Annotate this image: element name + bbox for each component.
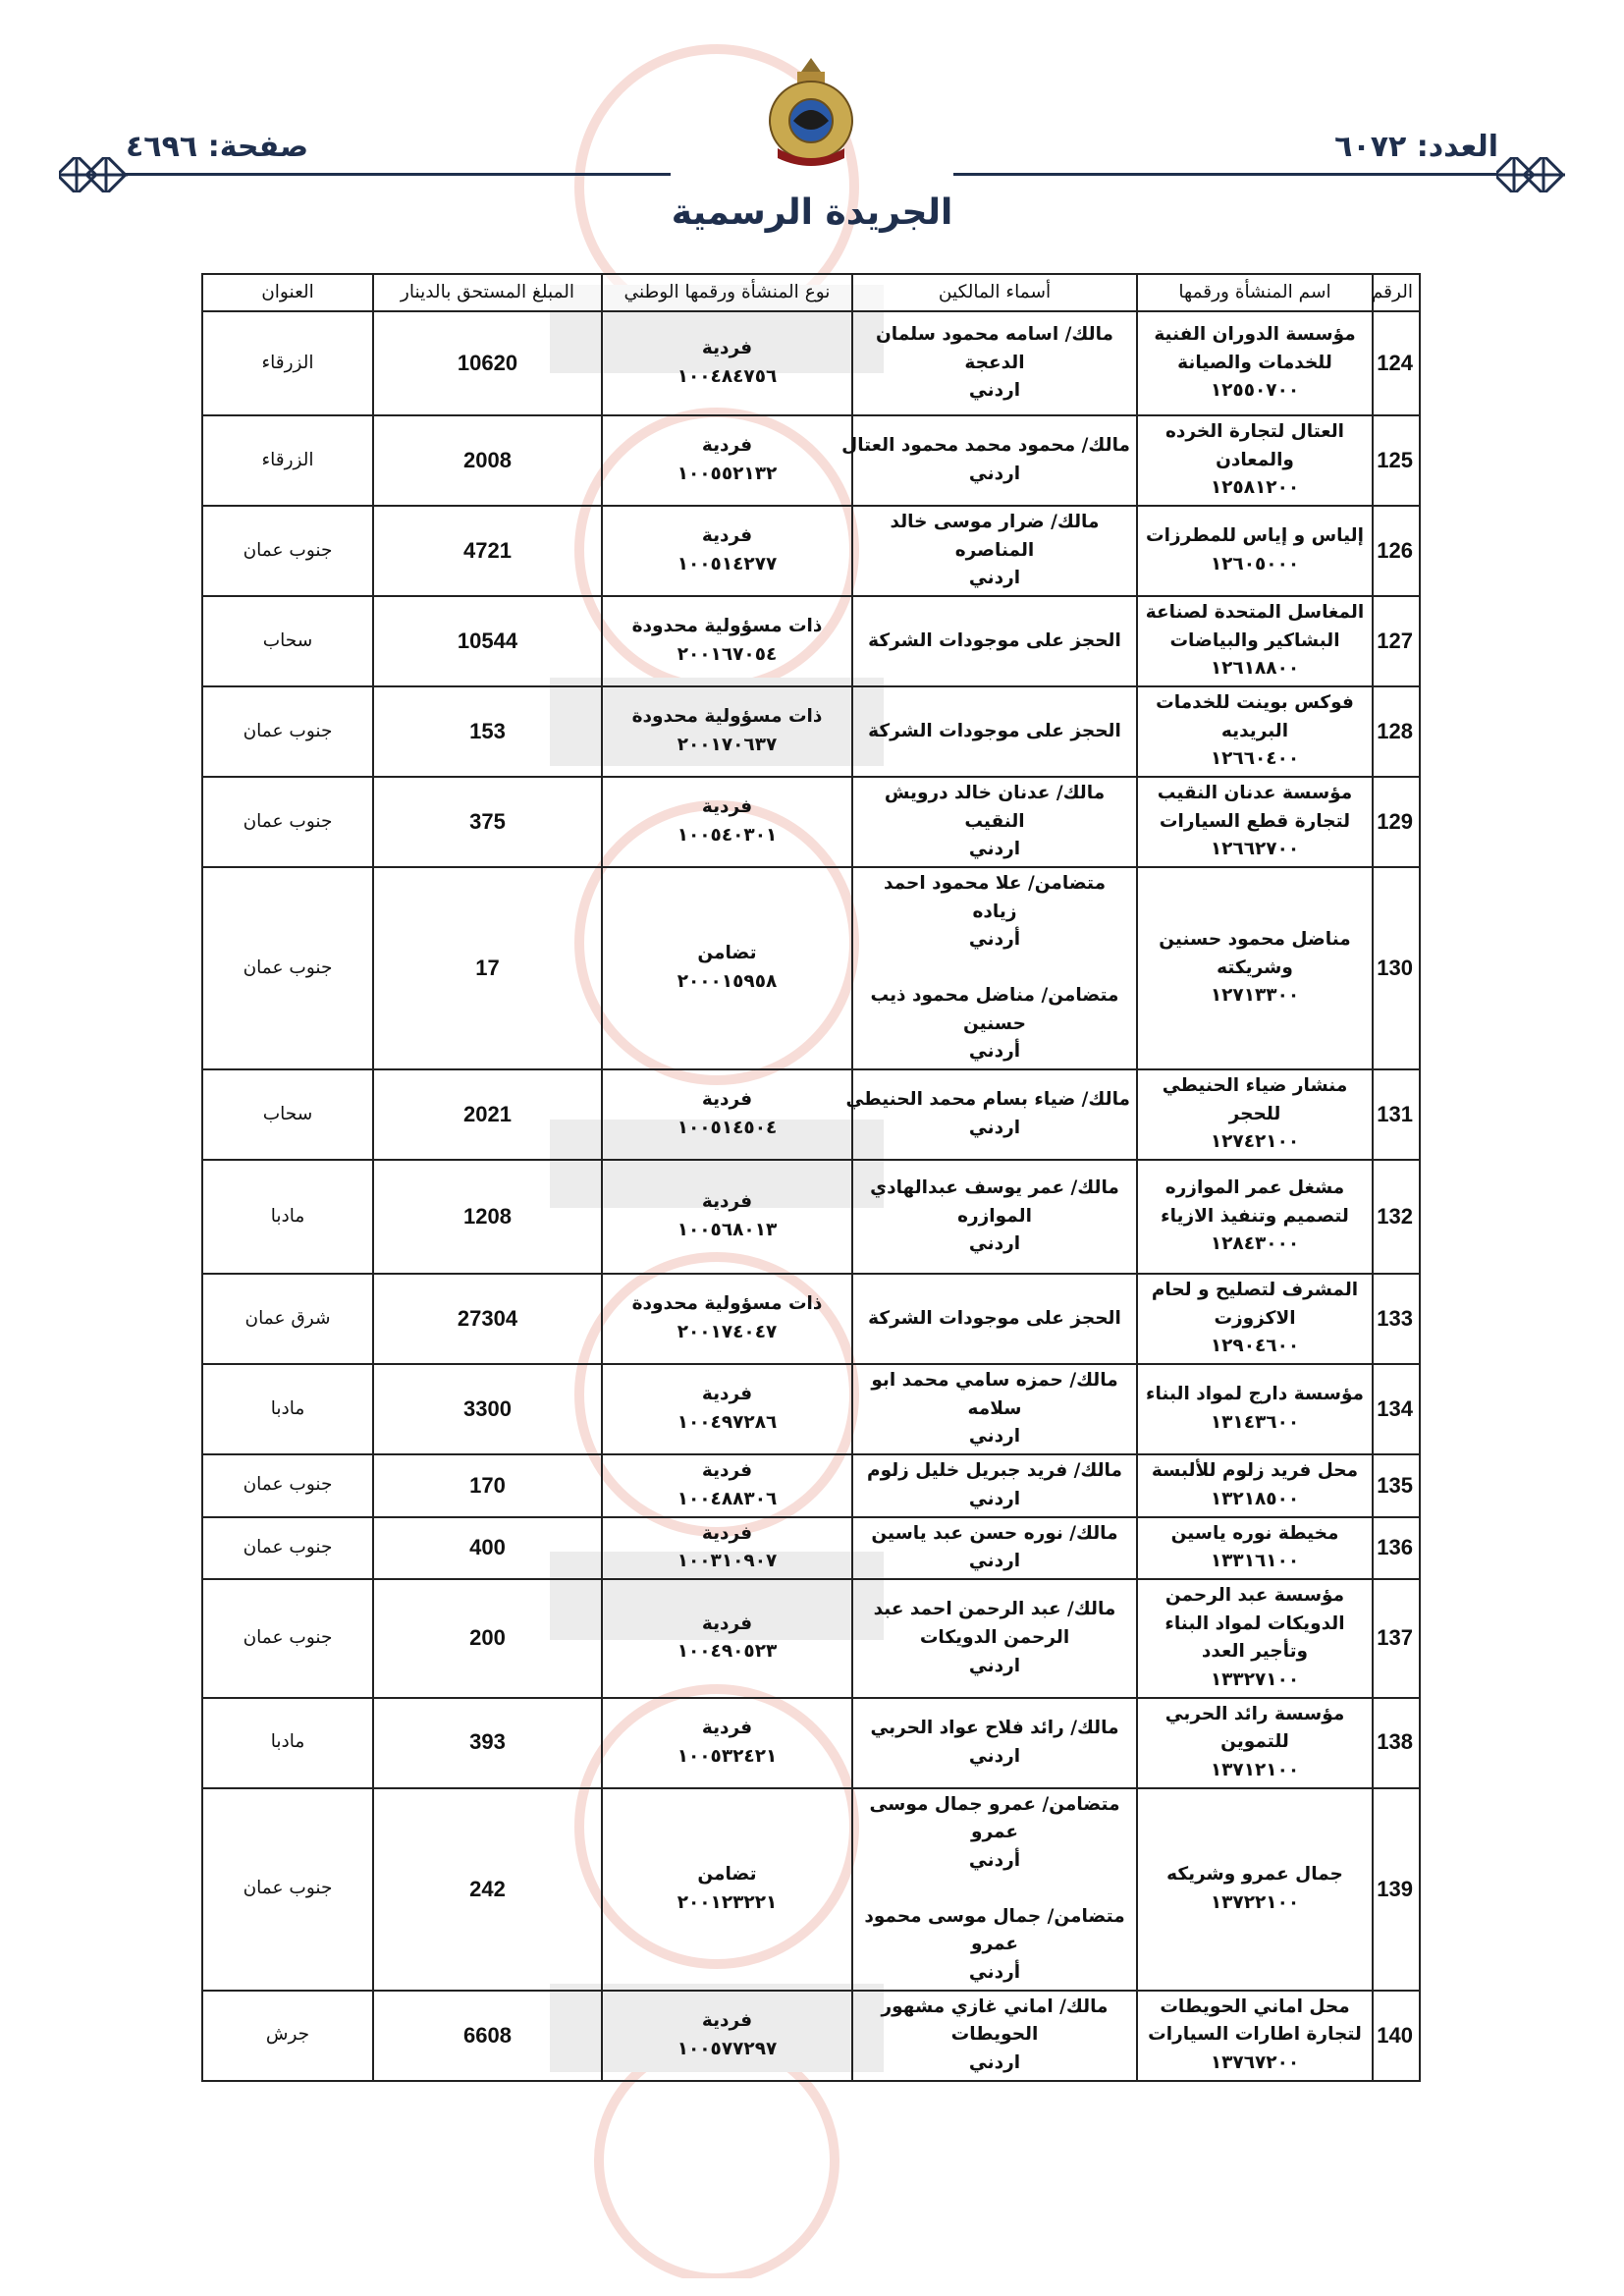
establishment-type [602, 1991, 852, 2081]
jordan-emblem-icon [764, 54, 858, 170]
owner-names-line: المناصره [954, 539, 1035, 561]
establishment-name-line: البشاكير والبياضات [1169, 629, 1340, 651]
establishment-type-line: فردية [701, 1613, 753, 1634]
address: جنوب عمان [202, 777, 373, 867]
establishment-type-line: ١٠٠٥٦٨٠١٣ [677, 1220, 778, 1241]
address: الزرقاء [202, 415, 373, 506]
amount-due: 2021 [373, 1069, 602, 1160]
establishment-name-line: والمعادن [1216, 449, 1294, 470]
establishment-type-line: فردية [701, 1522, 753, 1544]
owner-names-line: الحجز على موجودات الشركة [868, 1307, 1121, 1329]
establishment-name-line: ١٢٧١٣٣٠٠ [1210, 985, 1300, 1007]
owner-names [852, 1454, 1137, 1516]
establishment-type-line: فردية [701, 1384, 753, 1405]
row-number: 133 [1373, 1274, 1420, 1364]
establishment-name-line: للحجر [1228, 1103, 1281, 1124]
row-number: 138 [1373, 1698, 1420, 1788]
table-row [202, 1160, 1420, 1274]
owner-names-line: اردني [968, 839, 1021, 860]
establishment-name-line: ١٣١٤٣٦٠٠ [1210, 1412, 1300, 1434]
establishment-type-line: فردية [701, 796, 753, 818]
row-number: 124 [1373, 311, 1420, 415]
establishment-name-line: مؤسسة الدوران الفنية [1154, 323, 1356, 345]
owner-names-line: اردني [968, 2051, 1021, 2073]
owner-names-line: النقيب [964, 810, 1025, 832]
establishment-name-line: الاكزوزت [1214, 1307, 1296, 1329]
establishment-type-line: فردية [701, 2009, 753, 2031]
row-number: 136 [1373, 1517, 1420, 1579]
owner-names-line: مالك/ عبد الرحمن احمد عبد [873, 1599, 1116, 1620]
amount-due: 17 [373, 867, 602, 1069]
establishment-type-line: فردية [701, 525, 753, 547]
establishment-type [602, 506, 852, 596]
address: جنوب عمان [202, 1517, 373, 1579]
row-number: 125 [1373, 415, 1420, 506]
establishment-name [1137, 1274, 1373, 1364]
owner-names-line: الحجز على موجودات الشركة [868, 720, 1121, 741]
establishment-name [1137, 686, 1373, 777]
establishment-name-line: وشريكته [1217, 957, 1293, 978]
establishment-name-line: ١٣٧٢٢١٠٠ [1210, 1891, 1300, 1913]
establishment-type-line: ٢٠٠١٢٣٢٢١ [677, 1891, 778, 1913]
establishment-type [602, 415, 852, 506]
owner-names-line: اردني [968, 568, 1021, 589]
owner-names [852, 596, 1137, 686]
establishment-name-line: فوكس بوينت للخدمات [1156, 692, 1354, 714]
establishment-name-line: ١٣٢١٨٥٠٠ [1210, 1488, 1300, 1509]
establishment-name-line: مخيطة نوره ياسين [1170, 1522, 1339, 1544]
establishment-type [602, 1517, 852, 1579]
owner-names-line: متضامن/ عمرو جمال موسى [869, 1793, 1120, 1815]
establishment-name [1137, 506, 1373, 596]
establishment-name-line: مؤسسة رائد الحربي [1164, 1703, 1345, 1724]
owner-names [852, 1364, 1137, 1454]
establishment-type-line: فردية [701, 338, 753, 359]
establishment-name [1137, 1991, 1373, 2081]
establishment-type [602, 1454, 852, 1516]
establishment-name-line: ١٢٦٦٠٤٠٠ [1210, 748, 1300, 770]
establishment-name-line: منشار ضياء الحنيطي [1162, 1075, 1348, 1097]
establishment-type-line: ذات مسؤولية محدودة [631, 1293, 823, 1315]
owner-names-line: اردني [968, 1488, 1021, 1509]
establishment-type-line: تضامن [697, 1863, 757, 1885]
amount-due: 4721 [373, 506, 602, 596]
owner-names-line: مالك/ اسامه محمود سلمان [876, 323, 1113, 345]
establishment-type [602, 686, 852, 777]
address: جرش [202, 1991, 373, 2081]
address: سحاب [202, 596, 373, 686]
establishment-type [602, 777, 852, 867]
establishment-name-line: لتصميم وتنفيذ الازياء [1161, 1205, 1349, 1227]
establishment-name-line: لتجارة قطع السيارات [1159, 810, 1351, 832]
header-rule-left [126, 173, 671, 176]
establishment-type-line: ١٠٠٥١٤٢٧٧ [677, 554, 778, 575]
establishment-name-line: ١٣٣١٦١٠٠ [1210, 1551, 1300, 1572]
establishment-name [1137, 596, 1373, 686]
establishment-name-line: ١٢٥٨١٢٠٠ [1210, 477, 1300, 499]
establishment-type-line: ١٠٠٣١٠٩٠٧ [677, 1551, 778, 1572]
establishment-type [602, 1698, 852, 1788]
owner-names-line: اردني [968, 1551, 1021, 1572]
amount-due: 242 [373, 1788, 602, 1991]
table-row [202, 311, 1420, 415]
owner-names-line: عمرو [970, 1822, 1019, 1843]
establishment-name-line: للتموين [1220, 1731, 1289, 1753]
establishment-name-line: ١٣٧٦٧٢٠٠ [1210, 2051, 1300, 2073]
establishment-name-line: ١٢٩٠٤٦٠٠ [1210, 1336, 1300, 1357]
owner-names [852, 686, 1137, 777]
amount-due: 393 [373, 1698, 602, 1788]
establishment-type-line: تضامن [697, 943, 757, 964]
amount-due: 1208 [373, 1160, 602, 1274]
establishment-type-line: ٢٠٠١٧٤٠٤٧ [677, 1322, 778, 1343]
establishment-type-line: ذات مسؤولية محدودة [631, 616, 823, 637]
establishment-type [602, 1160, 852, 1274]
establishment-type-line: ١٠٠٤٨٨٣٠٦ [677, 1488, 778, 1509]
row-number: 137 [1373, 1579, 1420, 1698]
table-row [202, 1991, 1420, 2081]
amount-due: 3300 [373, 1364, 602, 1454]
establishment-name [1137, 1069, 1373, 1160]
establishment-name-line: العتال لتجارة الخرده [1164, 421, 1345, 442]
establishment-name-line: ١٣٣٢٧١٠٠ [1210, 1668, 1300, 1690]
col-header-establishment: اسم المنشأة ورقمها [1137, 274, 1373, 311]
establishment-type-line: فردية [701, 1460, 753, 1482]
owner-names-line: الموازره [957, 1205, 1032, 1227]
establishment-name-line: الدويكات لمواد البناء [1164, 1613, 1345, 1634]
owner-names [852, 506, 1137, 596]
establishment-type [602, 867, 852, 1069]
table-row [202, 777, 1420, 867]
owner-names [852, 1991, 1137, 2081]
owner-names [852, 1788, 1137, 1991]
owner-names [852, 1517, 1137, 1579]
owner-names [841, 415, 1137, 506]
owner-names-line [859, 1876, 1130, 1903]
owner-names [852, 1698, 1137, 1788]
establishment-name-line: محل اماني الحويطات [1160, 1995, 1350, 2017]
row-number: 134 [1373, 1364, 1420, 1454]
table-row [202, 1517, 1420, 1579]
issue-number: العدد: ٦٠٧٢ [1334, 130, 1498, 164]
establishment-name-line: وتأجير العدد [1201, 1641, 1309, 1663]
amount-due: 27304 [373, 1274, 602, 1364]
establishment-name-line: ١٢٦٦٢٧٠٠ [1210, 839, 1300, 860]
establishment-type-line: ٢٠٠١٦٧٠٥٤ [677, 644, 778, 666]
owner-names-line: عمرو [970, 1934, 1019, 1955]
establishment-type-line: ١٠٠٥٥٢١٣٢ [677, 464, 778, 484]
establishment-name-line: محل فريد زلوم للألبسة [1151, 1460, 1359, 1482]
row-number: 131 [1373, 1069, 1420, 1160]
establishment-name-line: لتجارة اطارات السيارات [1148, 2024, 1362, 2046]
establishment-name [1137, 867, 1373, 1069]
amount-due: 10544 [373, 596, 602, 686]
establishment-type [602, 1579, 852, 1698]
establishment-name [1137, 1579, 1373, 1698]
col-header-number: الرقم [1373, 274, 1420, 311]
owner-names [852, 867, 1137, 1069]
amount-due: 170 [373, 1454, 602, 1516]
owner-names-line: حسنين [963, 1012, 1026, 1034]
establishment-type [602, 1274, 852, 1364]
owner-names-line: الحجز على موجودات الشركة [868, 629, 1121, 651]
amount-due: 375 [373, 777, 602, 867]
establishment-name-line: ١٢٦٠٥٠٠٠ [1210, 554, 1300, 575]
owner-names-line: الحويطات [950, 2024, 1039, 2046]
amount-due: 200 [373, 1579, 602, 1698]
row-number: 127 [1373, 596, 1420, 686]
owner-names [845, 1069, 1137, 1160]
establishment-name-line: المشرف لتصليح و لحام [1151, 1280, 1359, 1301]
establishment-name-line: ١٢٦١٨٨٠٠ [1210, 658, 1300, 680]
owner-names-line: أردني [968, 1041, 1021, 1063]
owner-names-line: مالك/ نوره حسن عبد ياسين [871, 1522, 1118, 1544]
page-number: صفحة: ٤٦٩٦ [126, 130, 309, 164]
owner-names-line [859, 955, 1130, 982]
owner-names-line: سلامه [967, 1397, 1022, 1419]
establishment-name [1137, 777, 1373, 867]
table-row [202, 506, 1420, 596]
establishment-name [1137, 1788, 1373, 1991]
table-row [202, 1698, 1420, 1788]
address: مادبا [202, 1364, 373, 1454]
establishment-name-line: مناضل محمود حسنين [1159, 929, 1351, 951]
col-header-amount: المبلغ المستحق بالدينار [373, 274, 602, 311]
table-row [202, 1788, 1420, 1991]
establishment-type-line: فردية [701, 1191, 753, 1213]
establishment-type [602, 1069, 852, 1160]
row-number: 135 [1373, 1454, 1420, 1516]
amount-due: 400 [373, 1517, 602, 1579]
establishment-type-line: ١٠٠٥٣٢٤٢١ [677, 1745, 778, 1767]
establishment-name-line: إلياس و إياس للمطرزات [1146, 525, 1364, 547]
establishment-type-line: فردية [701, 1089, 753, 1111]
amount-due: 153 [373, 686, 602, 777]
amount-due: 10620 [373, 311, 602, 415]
establishment-type-line: فردية [701, 1717, 753, 1738]
owner-names-line: اردني [968, 380, 1021, 402]
gazette-title: الجريدة الرسمية [671, 192, 953, 233]
amount-due: 6608 [373, 1991, 602, 2081]
owner-names [852, 1274, 1137, 1364]
owner-names-line: مالك/ حمزه سامي محمد ابو [871, 1370, 1118, 1392]
address: سحاب [202, 1069, 373, 1160]
establishment-name [1137, 311, 1373, 415]
address: الزرقاء [202, 311, 373, 415]
register-table [201, 273, 1421, 2082]
owner-names-line: مالك/ فريد جبريل خليل زلوم [867, 1460, 1122, 1482]
establishment-type [602, 311, 852, 415]
owner-names-line: أردني [968, 1961, 1021, 1983]
table-row [202, 1579, 1420, 1698]
establishment-name-line: ١٢٧٤٢١٠٠ [1210, 1131, 1300, 1153]
address: جنوب عمان [202, 1454, 373, 1516]
establishment-type-line: ٢٠٠٠١٥٩٥٨ [677, 971, 778, 993]
establishment-name-line: المغاسل المتحدة لصناعة [1145, 602, 1365, 624]
establishment-name-line: ١٢٥٥٠٧٠٠ [1210, 380, 1300, 402]
establishment-name [1137, 415, 1373, 506]
establishment-name [1137, 1698, 1373, 1788]
table-row [202, 415, 1420, 506]
owner-names-line: مالك/ ضياء بسام محمد الحنيطي [845, 1089, 1130, 1111]
owner-names-line: الرحمن الدويكات [919, 1626, 1070, 1648]
establishment-name [1137, 1517, 1373, 1579]
row-number: 128 [1373, 686, 1420, 777]
owner-names-line: متضامن/ مناضل محمود ذيب [870, 985, 1119, 1007]
owner-names-line: أردني [968, 929, 1021, 951]
owner-names [852, 1160, 1137, 1274]
table-row [202, 867, 1420, 1069]
owner-names-line: اردني [968, 1655, 1021, 1676]
establishment-type-line: ١٠٠٥١٤٥٠٤ [677, 1118, 778, 1139]
row-number: 139 [1373, 1788, 1420, 1991]
establishment-type-line: ١٠٠٤٩٠٥٢٣ [677, 1641, 778, 1663]
owner-names-line: متضامن/ علا محمود احمد [883, 873, 1107, 895]
establishment-type-line: ١٠٠٥٧٧٢٩٧ [677, 2038, 778, 2059]
establishment-name [1137, 1160, 1373, 1274]
row-number: 129 [1373, 777, 1420, 867]
address: مادبا [202, 1160, 373, 1274]
owner-names-line: متضامن/ جمال موسى محمود [864, 1905, 1125, 1927]
establishment-type-line: فردية [701, 435, 753, 457]
establishment-name [1137, 1364, 1373, 1454]
address: جنوب عمان [202, 686, 373, 777]
owner-names-line: زياده [972, 901, 1017, 922]
establishment-name-line: مؤسسة عبد الرحمن [1164, 1584, 1345, 1606]
owner-names-line: اردني [968, 1233, 1021, 1255]
row-number: 126 [1373, 506, 1420, 596]
establishment-type [602, 1788, 852, 1991]
owner-names-line: اردني [968, 1745, 1021, 1767]
owner-names-line: أردني [968, 1849, 1021, 1871]
owner-names-line: اردني [968, 1118, 1021, 1139]
owner-names-line: مالك/ رائد فلاح عواد الحربي [870, 1717, 1119, 1738]
address: جنوب عمان [202, 1788, 373, 1991]
owner-names [852, 777, 1137, 867]
establishment-type [602, 596, 852, 686]
establishment-type-line: ٢٠٠١٧٠٦٣٧ [677, 735, 778, 756]
establishment-name-line: للخدمات والصيانة [1177, 352, 1332, 373]
establishment-name-line: مؤسسة عدنان النقيب [1157, 783, 1353, 804]
address: جنوب عمان [202, 867, 373, 1069]
establishment-name-line: جمال عمرو وشريكه [1166, 1863, 1343, 1885]
header-rule-right [953, 173, 1498, 176]
establishment-name [1137, 1454, 1373, 1516]
owner-names-line: اردني [968, 464, 1021, 484]
establishment-name-line: مشغل عمر الموازره [1164, 1177, 1345, 1199]
establishment-type-line: ١٠٠٤٨٤٧٥٦ [677, 366, 778, 387]
col-header-address: العنوان [202, 274, 373, 311]
col-header-owners: أسماء المالكين [852, 274, 1137, 311]
owner-names-line: مالك/ عمر يوسف عبدالهادي [870, 1177, 1119, 1199]
establishment-type-line: ذات مسؤولية محدودة [631, 706, 823, 728]
col-header-type: نوع المنشأة ورقمها الوطني [602, 274, 852, 311]
owner-names [852, 1579, 1137, 1698]
table-row [202, 1454, 1420, 1516]
table-row [202, 1274, 1420, 1364]
address: مادبا [202, 1698, 373, 1788]
row-number: 132 [1373, 1160, 1420, 1274]
table-row [202, 596, 1420, 686]
establishment-type [602, 1364, 852, 1454]
address: جنوب عمان [202, 506, 373, 596]
row-number: 140 [1373, 1991, 1420, 2081]
establishment-name-line: ١٢٨٤٣٠٠٠ [1210, 1233, 1300, 1255]
row-number: 130 [1373, 867, 1420, 1069]
owner-names-line: مالك/ عدنان خالد درويش [884, 783, 1106, 804]
establishment-type-line: ١٠٠٤٩٧٢٨٦ [677, 1412, 778, 1434]
establishment-name-line: ١٣٧١٢١٠٠ [1210, 1759, 1300, 1780]
amount-due: 2008 [373, 415, 602, 506]
owner-names-line: اردني [968, 1426, 1021, 1448]
owner-names [852, 311, 1137, 415]
owner-names-line: مالك/ محمود محمد محمود العتال [841, 435, 1130, 457]
establishment-type-line: ١٠٠٥٤٠٣٠١ [677, 825, 778, 847]
owner-names-line: مالك/ ضرار موسى خالد [890, 512, 1100, 533]
address: جنوب عمان [202, 1579, 373, 1698]
establishment-name-line: مؤسسة دارج لمواد البناء [1145, 1384, 1364, 1405]
table-row [202, 1069, 1420, 1160]
table-header-row [202, 274, 1420, 311]
table-row [202, 686, 1420, 777]
table-row [202, 1364, 1420, 1454]
owner-names-line: الدعجة [964, 352, 1025, 373]
knot-ornament-icon [1496, 157, 1565, 192]
knot-ornament-icon [59, 157, 128, 192]
establishment-name-line: البريديه [1220, 720, 1289, 741]
address: شرق عمان [202, 1274, 373, 1364]
owner-names-line: مالك/ اماني غازي مشهور [881, 1995, 1109, 2017]
